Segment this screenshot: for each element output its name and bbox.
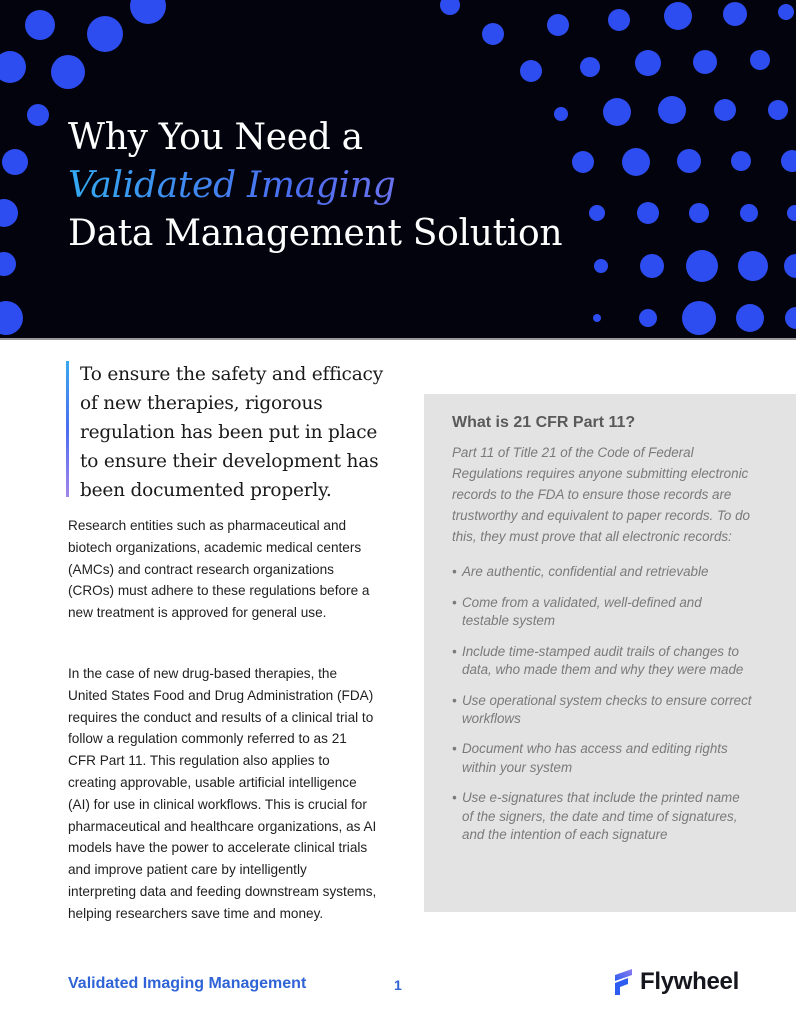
hero-banner	[0, 0, 796, 338]
decorative-dot	[608, 9, 630, 31]
decorative-dot	[785, 307, 796, 329]
list-item	[452, 594, 752, 630]
sidebar-intro: Part 11 of Title 21 of the Code of Federal Regulations requires anyone submitting electronic records to the FDA to ensure those records are trustworthy and equivalent to paper records. To do this, they must prove that all electronic records:	[452, 445, 750, 544]
requirements-list	[452, 563, 768, 844]
decorative-dot	[787, 205, 796, 221]
decorative-dot	[693, 50, 717, 74]
title-line-3: Data Management Solution	[68, 213, 563, 254]
flywheel-logo	[612, 968, 739, 996]
decorative-dot	[637, 202, 659, 224]
bullet-icon: •	[452, 643, 457, 659]
decorative-dot	[589, 205, 605, 221]
decorative-dot	[784, 254, 796, 278]
decorative-dot	[677, 149, 701, 173]
list-item-text: Are authentic, confidential and retrievable	[462, 564, 709, 579]
list-item-text: Use operational system checks to ensure correct workflows	[462, 692, 752, 726]
page-number: 1	[394, 977, 402, 993]
decorative-dot	[2, 149, 28, 175]
list-item-text: Include time-stamped audit trails of changes to data, who made them and why they were made	[462, 643, 744, 677]
decorative-dot	[723, 2, 747, 26]
pull-quote-accent-bar	[66, 361, 69, 497]
decorative-dot	[736, 304, 764, 332]
hero-divider	[0, 338, 796, 340]
decorative-dot	[593, 314, 601, 322]
decorative-dot	[603, 98, 631, 126]
title-line-1: Why You Need a	[68, 117, 363, 158]
decorative-dot	[640, 254, 664, 278]
list-item	[452, 563, 752, 581]
decorative-dot	[686, 250, 718, 282]
decorative-dot	[689, 203, 709, 223]
decorative-dot	[682, 301, 716, 335]
decorative-dot	[440, 0, 460, 15]
bullet-icon: •	[452, 692, 457, 708]
bullet-icon: •	[452, 594, 457, 610]
brand-name: Flywheel	[640, 968, 739, 995]
bullet-icon: •	[452, 741, 457, 757]
list-item-text: Document who has access and editing rights within your system	[462, 741, 728, 775]
decorative-dot	[0, 301, 23, 335]
bullet-icon: •	[452, 564, 457, 579]
decorative-dot	[781, 150, 796, 172]
sidebar-heading: What is 21 CFR Part 11?	[452, 414, 636, 431]
decorative-dot	[0, 252, 16, 276]
title-line-2-accent: Validated Imaging	[68, 162, 562, 210]
decorative-dot	[731, 151, 751, 171]
decorative-dot	[658, 96, 686, 124]
decorative-dot	[482, 23, 504, 45]
decorative-dot	[714, 99, 736, 121]
decorative-dot	[740, 204, 758, 222]
decorative-dot	[664, 2, 692, 30]
list-item	[452, 643, 752, 679]
list-item-text: Use e-signatures that include the printed name of the signers, the date and time of signatures, and the intention of each signature	[462, 790, 740, 842]
body-paragraph-2: In the case of new drug-based therapies, the United States Food and Drug Administration (FDA) requires the conduct and results of a clinical trial to follow a regulation commonly referred to as 21 CFR Part 11. This regulation also applies to creating approvable, usable artificial intelligence (AI) for use in clinical workflows. This is crucial for pharmaceutical and healthcare organizations, as AI models have the power to accelerate clinical trials and improve patient care by intelligently interpreting data and feeding downstream systems, helping researchers save time and money.	[68, 666, 377, 921]
footer-document-title: Validated Imaging Management	[68, 975, 307, 992]
decorative-dot	[520, 60, 542, 82]
decorative-dot	[547, 14, 569, 36]
list-item-text: Come from a validated, well-defined and testable system	[462, 594, 702, 628]
decorative-dot	[572, 151, 594, 173]
decorative-dot	[639, 309, 657, 327]
list-item	[452, 740, 752, 776]
decorative-dot	[738, 251, 768, 281]
decorative-dot	[750, 50, 770, 70]
bullet-icon: •	[452, 790, 457, 806]
decorative-dot	[580, 57, 600, 77]
decorative-dot	[130, 0, 166, 24]
cfr-part-11-sidebar	[424, 394, 796, 912]
flywheel-mark-icon	[612, 968, 634, 996]
decorative-dot	[0, 199, 18, 227]
decorative-dot	[768, 100, 788, 120]
decorative-dot	[51, 55, 85, 89]
decorative-dot	[594, 259, 608, 273]
decorative-dot	[27, 104, 49, 126]
list-item	[452, 789, 752, 844]
pull-quote-text: To ensure the safety and efficacy of new therapies, rigorous regulation has been put in place to ensure their development has been documented properly.	[80, 364, 383, 501]
decorative-dot	[778, 4, 794, 20]
decorative-dot	[25, 10, 55, 40]
pull-quote	[66, 360, 386, 505]
decorative-dot	[622, 148, 650, 176]
decorative-dot	[0, 51, 26, 83]
list-item	[452, 692, 752, 728]
body-paragraph-1: Research entities such as pharmaceutical and biotech organizations, academic medical centers (AMCs) and contract research organizations (CROs) must adhere to these regulations before a new treatment is approved for general use.	[68, 518, 370, 621]
decorative-dot	[635, 50, 661, 76]
decorative-dot	[87, 16, 123, 52]
page-title	[68, 114, 562, 258]
